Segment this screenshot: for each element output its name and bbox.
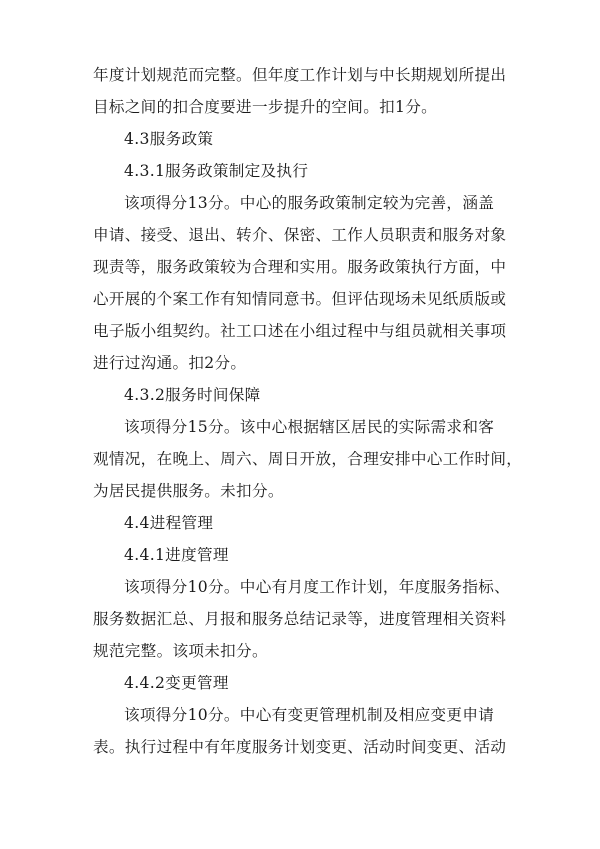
body-paragraph-line: 该项得分10分。中心有月度工作计划，年度服务指标、 (124, 578, 510, 596)
body-paragraph-line: 该项得分10分。中心有变更管理机制及相应变更申请 (124, 706, 495, 724)
body-paragraph-line: 申请、接受、退出、转介、保密、工作人员职责和服务对象 (93, 226, 507, 244)
body-paragraph-line: 规范完整。该项未扣分。 (93, 642, 268, 660)
body-paragraph-line: 表。执行过程中有年度服务计划变更、活动时间变更、活动 (93, 738, 507, 756)
body-paragraph-line: 观情况，在晚上、周六、周日开放，合理安排中心工作时间， (93, 450, 523, 468)
body-paragraph-line: 年度计划规范而完整。但年度工作计划与中长期规划所提出 (93, 66, 507, 84)
body-paragraph-line: 心开展的个案工作有知情同意书。但评估现场未见纸质版或 (93, 290, 507, 308)
body-paragraph-line: 进行过沟通。扣2分。 (93, 354, 247, 372)
body-paragraph-line: 该项得分15分。该中心根据辖区居民的实际需求和客 (124, 418, 495, 436)
body-paragraph-line: 为居民提供服务。未扣分。 (93, 482, 284, 500)
body-paragraph-line: 该项得分13分。中心的服务政策制定较为完善，涵盖 (124, 194, 495, 212)
body-paragraph-line: 目标之间的扣合度要进一步提升的空间。扣1分。 (93, 98, 437, 116)
body-paragraph-line: 电子版小组契约。社工口述在小组过程中与组员就相关事项 (93, 322, 507, 340)
body-paragraph-line: 服务数据汇总、月报和服务总结记录等，进度管理相关资料 (93, 610, 507, 628)
subsection-heading-4-3-1: 4.3.1服务政策制定及执行 (124, 162, 309, 180)
subsection-heading-4-3-2: 4.3.2服务时间保障 (124, 386, 261, 404)
document-body (93, 66, 523, 770)
subsection-heading-4-4-1: 4.4.1进度管理 (124, 546, 229, 564)
section-heading-4-3: 4.3服务政策 (124, 130, 214, 148)
subsection-heading-4-4-2: 4.4.2变更管理 (124, 674, 229, 692)
body-paragraph-line: 现责等，服务政策较为合理和实用。服务政策执行方面，中 (93, 258, 507, 276)
section-heading-4-4: 4.4进程管理 (124, 514, 214, 532)
